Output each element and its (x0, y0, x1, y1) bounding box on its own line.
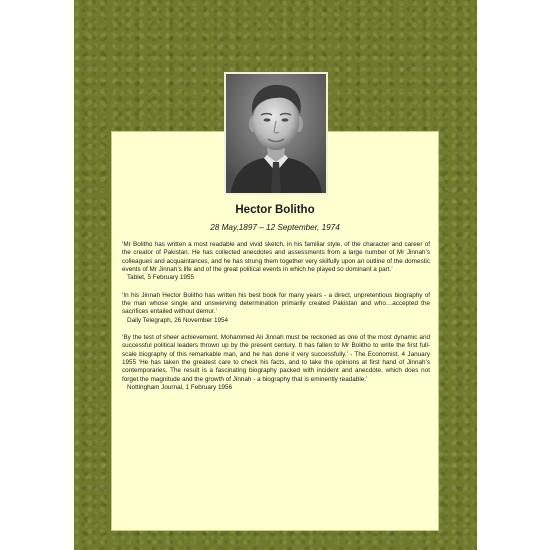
quote-source: Nottingham Journal, 1 February 1956 (127, 384, 233, 392)
quote-text: ‘By the test of sheer achievement, Mohammed Ali Jinnah must be reckoned as one of the most dynamic and successful political leaders thrown up by the present century. It has fallen to Mr Bolitho to write the first full-scale biography of this remarkable man, and he has done it very successfully.’ - The Economist, 4 January 1955 ‘He has taken the greatest care to check his facts, and to take the opinions at first hand of Jinnah’s contemporaries. The result is a fascinating biography packed with incident and anecdote, which does not forget the magnitude and the growth of Jinnah - a biography that is eminently readable.’ (122, 334, 430, 383)
quote-source: Tablet, 5 February 1955 (127, 274, 195, 282)
quote-text: ‘Mr Bolitho has written a most readable and vivid sketch, in his familiar style, of the character and career of the creator of Pakistan. He has collected anecdotes and assessments from a large number of Mr Jinnah’s colleagues and acquaintances, and he has strung them together very skilfully upon an outline of the domestic events of Mr Jinnah’s life and of the great political events in which he played so dominant a part.’ (122, 241, 430, 274)
book-back-cover (74, 0, 477, 550)
portrait-photo (226, 74, 326, 193)
review-quote (122, 334, 430, 392)
quote-source: Daily Telegraph, 26 November 1954 (127, 316, 229, 324)
review-quote (122, 292, 430, 325)
author-name: Hector Bolitho (235, 204, 315, 216)
quote-text: ‘In his Jinnah Hector Bolitho has written his best book for many years - a direct, unpretentious biography of the man whose single and unswerving determination primarily created Pakistan and who…accepted the sacrifices entailed without demur.’ (122, 291, 430, 316)
review-quotes (122, 241, 430, 402)
author-portrait (224, 72, 328, 195)
author-dates: 28 May,1897 – 12 September, 1974 (210, 223, 340, 232)
review-quote (122, 241, 430, 283)
